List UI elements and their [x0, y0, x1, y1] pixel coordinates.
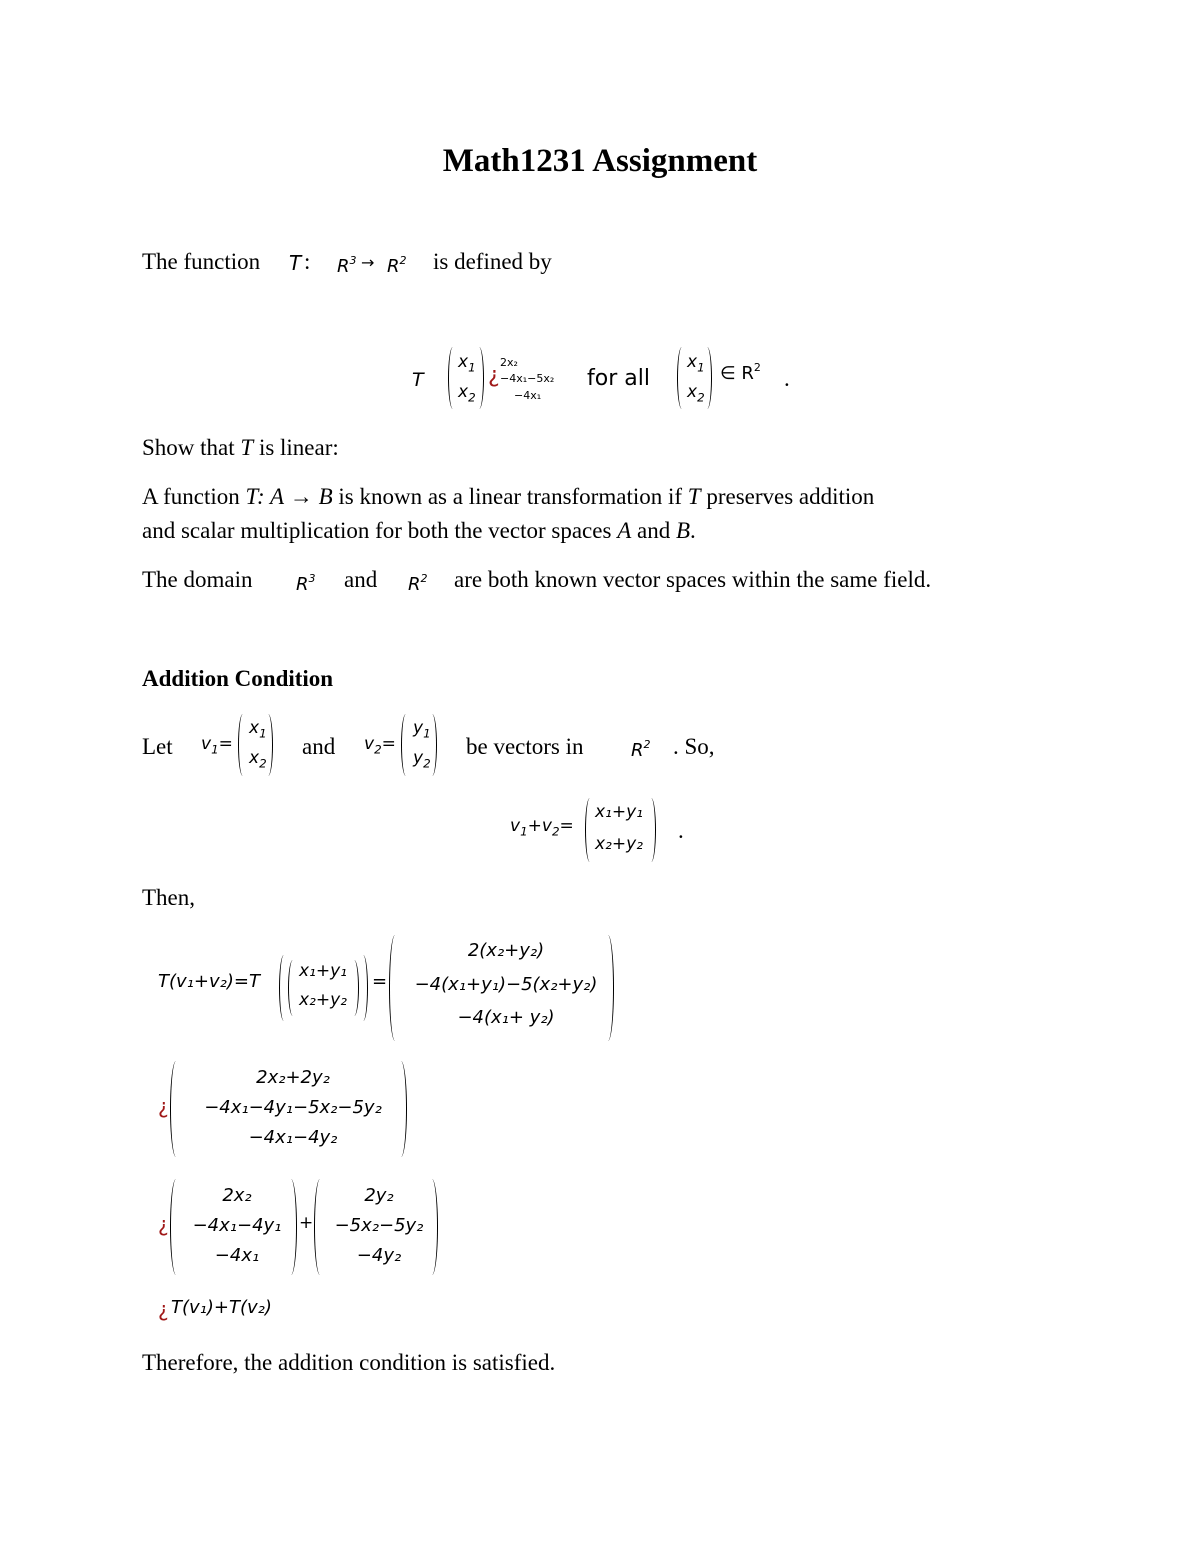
- intro-arrow: →: [361, 253, 375, 272]
- so-label: . So,: [673, 734, 715, 759]
- step1-row3: −4(x₁+ y₂): [457, 1007, 555, 1028]
- v1-label: $v_1=$: [201, 734, 233, 757]
- sum-bottom: x₂+y₂: [595, 834, 643, 854]
- step3-b-row3: −4y₂: [356, 1245, 402, 1266]
- right-paren: [429, 714, 437, 776]
- left-paren: [170, 1061, 180, 1157]
- right-paren: [648, 798, 656, 862]
- right-paren: [351, 960, 359, 1016]
- forall-x1: $x_1$: [687, 352, 705, 375]
- v2-y2: $y_2$: [413, 748, 431, 771]
- equals-sign: =: [372, 971, 388, 992]
- step2-row1: 2x₂+2y₂: [256, 1067, 330, 1088]
- domain-suffix: are both known vector spaces within the same field.: [454, 567, 932, 592]
- addition-heading: Addition Condition: [142, 666, 334, 691]
- inverted-question-mark: ¿: [158, 1094, 169, 1118]
- def-dot: .: [784, 366, 790, 391]
- right-paren: [265, 714, 273, 776]
- domain-R3: $R^3$: [296, 572, 316, 595]
- step1-inner-bottom: x₂+y₂: [299, 990, 347, 1010]
- inverted-question-mark: ¿: [488, 363, 500, 388]
- step2-row3: −4x₁−4y₂: [248, 1127, 338, 1148]
- then-label: Then,: [142, 885, 196, 910]
- step4-result: T(v₁)+T(v₂): [171, 1297, 272, 1318]
- let-label: Let: [142, 734, 173, 759]
- conclusion: Therefore, the addition condition is satisfied.: [142, 1350, 556, 1375]
- definition-paragraph-line2: and scalar multiplication for both the vector spaces A and B.: [142, 518, 696, 543]
- v1-x1: $x_1$: [249, 718, 267, 741]
- left-paren: [279, 955, 287, 1021]
- right-paren: [704, 347, 712, 409]
- be-vectors-label: be vectors in: [466, 734, 584, 759]
- left-paren: [401, 714, 409, 776]
- def-x1: $x_1$: [458, 352, 476, 375]
- left-paren: [389, 935, 399, 1041]
- domain-and: and: [344, 567, 378, 592]
- right-paren: [604, 935, 614, 1041]
- v2-label: $v_2=$: [364, 734, 396, 757]
- step3-b-row1: 2y₂: [364, 1185, 394, 1206]
- v1-x2: $x_2$: [249, 748, 267, 771]
- left-paren: [677, 347, 685, 409]
- intro-R2: $R^2$: [387, 254, 407, 277]
- let-R2: $R^2$: [631, 738, 651, 761]
- inverted-question-mark: ¿: [158, 1297, 169, 1321]
- def-T: T: [412, 369, 424, 391]
- left-paren: [288, 960, 296, 1016]
- domain-R2: $R^2$: [408, 572, 428, 595]
- right-paren: [360, 955, 368, 1021]
- def-row3: −4x₁: [514, 389, 542, 402]
- step3-b-row2: −5x₂−5y₂: [334, 1215, 424, 1236]
- for-all: for all: [587, 366, 650, 391]
- forall-x2: $x_2$: [687, 382, 705, 405]
- left-paren: [448, 347, 456, 409]
- plus-sign: +: [299, 1213, 314, 1233]
- intro-R3: $R^3$: [337, 254, 357, 277]
- page-title: Math1231 Assignment: [442, 143, 758, 179]
- intro-colon: :: [304, 249, 311, 274]
- step1-lhs: T(v₁+v₂)=T: [158, 971, 260, 992]
- domain-prefix: The domain: [142, 567, 253, 592]
- v2-y1: $y_1$: [413, 718, 431, 741]
- right-paren: [476, 347, 484, 409]
- sum-dot: .: [678, 818, 684, 843]
- left-paren: [238, 714, 246, 776]
- sum-top: x₁+y₁: [595, 802, 643, 822]
- step1-row2: −4(x₁+y₁)−5(x₂+y₂): [414, 974, 598, 995]
- inverted-question-mark: ¿: [158, 1212, 169, 1236]
- intro-suffix: is defined by: [433, 249, 552, 274]
- definition-paragraph-line1: A function T: A → B is known as a linear transformation if T preserves addition: [142, 484, 875, 509]
- def-row1: 2x₂: [500, 356, 518, 369]
- right-paren: [287, 1179, 297, 1275]
- step1-row1: 2(x₂+y₂): [467, 940, 545, 961]
- def-row2: −4x₁−5x₂: [500, 372, 555, 385]
- in-R2: ∈ $R^2$: [720, 361, 761, 384]
- step2-row2: −4x₁−4y₁−5x₂−5y₂: [204, 1097, 382, 1118]
- def-x2: $x_2$: [458, 382, 476, 405]
- intro-T: T: [289, 251, 302, 275]
- left-paren: [170, 1179, 180, 1275]
- step3-a-row1: 2x₂: [222, 1185, 252, 1206]
- right-paren: [428, 1179, 438, 1275]
- step3-a-row3: −4x₁: [214, 1245, 260, 1266]
- step3-a-row2: −4x₁−4y₁: [192, 1215, 282, 1236]
- and-label: and: [302, 734, 336, 759]
- sum-lhs: $v_1+v_2=$: [510, 816, 574, 839]
- intro-prefix: The function: [142, 249, 261, 274]
- left-paren: [585, 798, 593, 862]
- show-linear: Show that T is linear:: [142, 435, 339, 460]
- step1-inner-top: x₁+y₁: [299, 961, 347, 981]
